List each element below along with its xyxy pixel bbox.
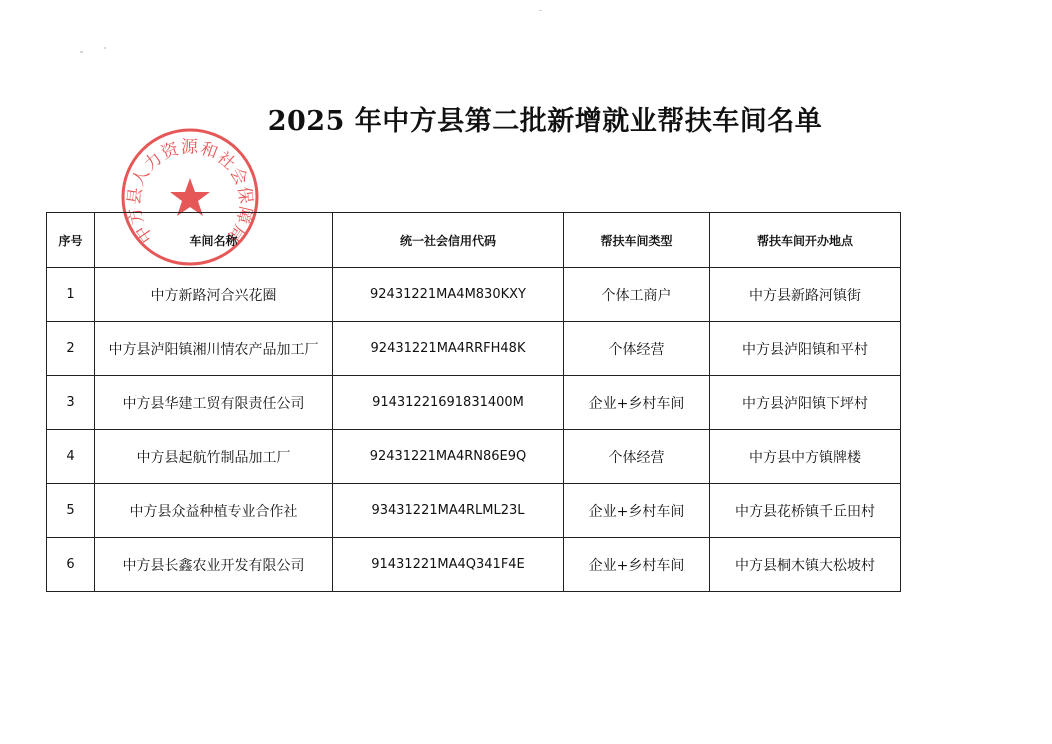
scan-speck <box>539 10 542 11</box>
cell-seq: 1 <box>47 268 95 322</box>
cell-workshop-name: 中方县长鑫农业开发有限公司 <box>95 538 333 592</box>
cell-workshop-type: 个体经营 <box>564 322 710 376</box>
cell-workshop-type: 企业+乡村车间 <box>564 538 710 592</box>
cell-seq: 5 <box>47 484 95 538</box>
cell-workshop-name: 中方新路河合兴花圈 <box>95 268 333 322</box>
table-header-row <box>47 213 901 268</box>
cell-seq: 2 <box>47 322 95 376</box>
table-row <box>47 376 901 430</box>
header-seq: 序号 <box>47 213 95 268</box>
cell-seq: 4 <box>47 430 95 484</box>
table-row <box>47 430 901 484</box>
seal-text: 中方县人力资源和社会保障局 <box>124 137 256 247</box>
cell-credit-code: 92431221MA4M830KXY <box>333 268 564 322</box>
cell-seq: 3 <box>47 376 95 430</box>
cell-workshop-name: 中方县华建工贸有限责任公司 <box>95 376 333 430</box>
header-credit-code: 统一社会信用代码 <box>333 213 564 268</box>
workshop-table <box>46 212 901 592</box>
header-location: 帮扶车间开办地点 <box>710 213 901 268</box>
cell-workshop-name: 中方县起航竹制品加工厂 <box>95 430 333 484</box>
table-row <box>47 322 901 376</box>
cell-location: 中方县泸阳镇和平村 <box>710 322 901 376</box>
cell-workshop-type: 个体工商户 <box>564 268 710 322</box>
seal-star-icon <box>170 178 210 216</box>
cell-workshop-type: 企业+乡村车间 <box>564 376 710 430</box>
header-workshop-name: 车间名称 <box>95 213 333 268</box>
cell-credit-code: 92431221MA4RN86E9Q <box>333 430 564 484</box>
cell-workshop-type: 企业+乡村车间 <box>564 484 710 538</box>
header-workshop-type: 帮扶车间类型 <box>564 213 710 268</box>
page-title: 2025 年中方县第二批新增就业帮扶车间名单 <box>267 106 823 137</box>
cell-location: 中方县花桥镇千丘田村 <box>710 484 901 538</box>
table-row <box>47 538 901 592</box>
table-row <box>47 484 901 538</box>
cell-location: 中方县泸阳镇下坪村 <box>710 376 901 430</box>
table-row <box>47 268 901 322</box>
cell-credit-code: 93431221MA4RLML23L <box>333 484 564 538</box>
cell-location: 中方县中方镇牌楼 <box>710 430 901 484</box>
scan-speck <box>104 47 106 49</box>
scan-speck <box>80 51 83 53</box>
cell-credit-code: 91431221MA4Q341F4E <box>333 538 564 592</box>
cell-workshop-name: 中方县众益种植专业合作社 <box>95 484 333 538</box>
cell-location: 中方县桐木镇大松坡村 <box>710 538 901 592</box>
cell-credit-code: 91431221691831400M <box>333 376 564 430</box>
cell-credit-code: 92431221MA4RRFH48K <box>333 322 564 376</box>
cell-location: 中方县新路河镇街 <box>710 268 901 322</box>
cell-workshop-type: 个体经营 <box>564 430 710 484</box>
cell-seq: 6 <box>47 538 95 592</box>
cell-workshop-name: 中方县泸阳镇湘川情农产品加工厂 <box>95 322 333 376</box>
